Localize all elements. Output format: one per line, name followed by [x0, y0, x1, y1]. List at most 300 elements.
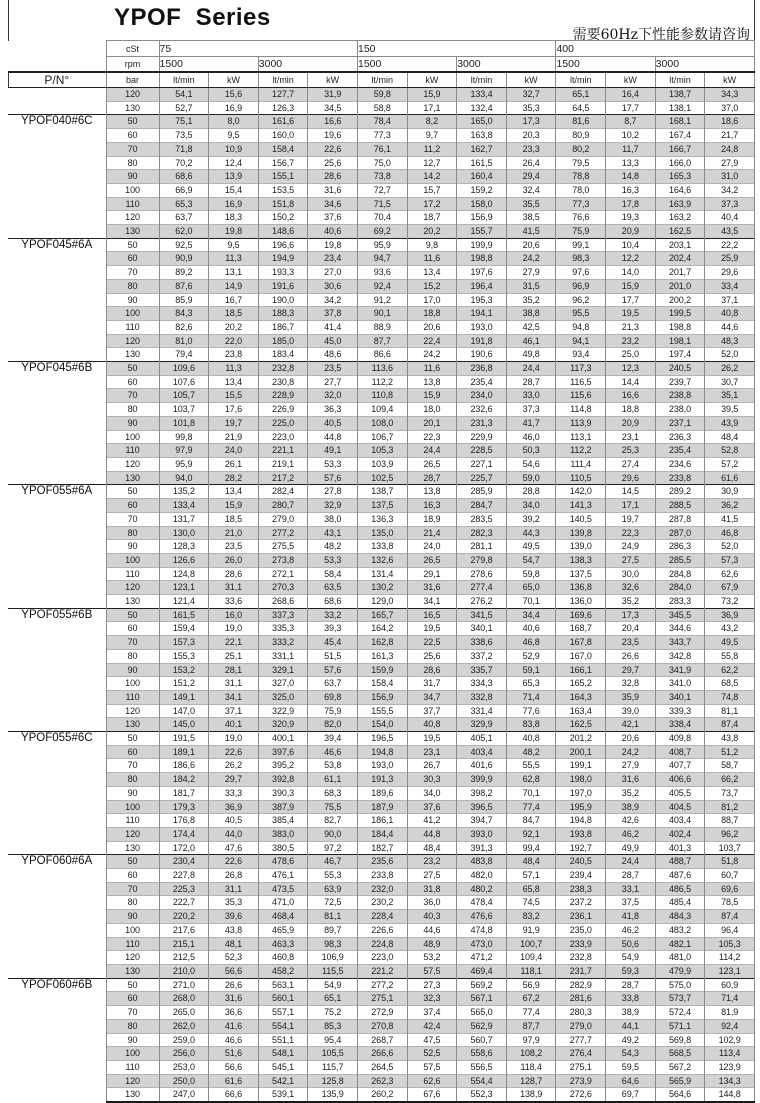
value-cell: 52,5: [407, 1047, 457, 1061]
value-cell: 93,4: [556, 348, 606, 362]
power-unit-header: kW: [209, 72, 259, 88]
value-cell: 109,4: [357, 403, 407, 417]
value-cell: 188,3: [258, 307, 308, 321]
bar-cell: 90: [106, 540, 159, 554]
value-cell: 265,0: [159, 1006, 209, 1020]
table-row: [8, 444, 755, 458]
value-cell: 37,7: [407, 704, 457, 718]
value-cell: 78,5: [705, 896, 755, 910]
value-cell: 569,2: [457, 978, 507, 992]
value-cell: 399,9: [457, 773, 507, 787]
value-cell: 103,9: [357, 457, 407, 471]
value-cell: 24,4: [506, 362, 556, 376]
value-cell: 476,6: [457, 910, 507, 924]
bar-cell: 50: [106, 978, 159, 992]
value-cell: 136,8: [556, 581, 606, 595]
value-cell: 18,9: [407, 512, 457, 526]
value-cell: 81,2: [705, 800, 755, 814]
value-cell: 109,4: [506, 951, 556, 965]
value-cell: 23,1: [407, 745, 457, 759]
value-cell: 126,6: [159, 553, 209, 567]
value-cell: 29,7: [606, 663, 656, 677]
table-row: [8, 553, 755, 567]
value-cell: 13,4: [209, 485, 259, 499]
value-cell: 41,5: [506, 225, 556, 239]
value-cell: 26,5: [407, 457, 457, 471]
rpm-value: 3000: [258, 57, 357, 72]
bar-cell: 60: [106, 252, 159, 266]
value-cell: 75,9: [556, 225, 606, 239]
value-cell: 110,5: [556, 471, 606, 485]
value-cell: 133,4: [159, 499, 209, 513]
value-cell: 232,8: [556, 951, 606, 965]
value-cell: 12,2: [606, 252, 656, 266]
value-cell: 551,1: [258, 1033, 308, 1047]
value-cell: 29,1: [407, 567, 457, 581]
value-cell: 37,4: [407, 1006, 457, 1020]
value-cell: 32,6: [606, 581, 656, 595]
value-cell: 39,4: [308, 732, 358, 746]
value-cell: 332,8: [457, 690, 507, 704]
table-row: [8, 923, 755, 937]
value-cell: 19,0: [209, 622, 259, 636]
value-cell: 148,6: [258, 225, 308, 239]
value-cell: 167,4: [655, 129, 705, 143]
power-unit-header: kW: [506, 72, 556, 88]
value-cell: 24,0: [209, 444, 259, 458]
value-cell: 64,6: [606, 1074, 656, 1088]
value-cell: 181,7: [159, 786, 209, 800]
value-cell: 554,1: [258, 1019, 308, 1033]
value-cell: 57,5: [407, 1060, 457, 1074]
value-cell: 223,0: [357, 951, 407, 965]
value-cell: 27,9: [506, 266, 556, 280]
value-cell: 8,2: [407, 115, 457, 129]
value-cell: 149,1: [159, 690, 209, 704]
value-cell: 40,6: [506, 622, 556, 636]
bar-cell: 80: [106, 279, 159, 293]
value-cell: 21,0: [209, 526, 259, 540]
bar-cell: 90: [106, 293, 159, 307]
value-cell: 54,9: [606, 951, 656, 965]
value-cell: 57,2: [705, 457, 755, 471]
value-cell: 19,5: [407, 732, 457, 746]
value-cell: 46,1: [506, 334, 556, 348]
value-cell: 262,0: [159, 1019, 209, 1033]
value-cell: 230,2: [357, 896, 407, 910]
value-cell: 158,4: [258, 142, 308, 156]
bar-cell: 50: [106, 485, 159, 499]
value-cell: 43,2: [705, 622, 755, 636]
value-cell: 99,1: [556, 238, 606, 252]
value-cell: 565,0: [457, 1006, 507, 1020]
table-row: [8, 937, 755, 951]
value-cell: 85,9: [159, 293, 209, 307]
value-cell: 18,8: [606, 403, 656, 417]
value-cell: 30,7: [705, 375, 755, 389]
table-row: [8, 677, 755, 691]
table-row: [8, 622, 755, 636]
value-cell: 138,7: [357, 485, 407, 499]
value-cell: 43,9: [705, 416, 755, 430]
value-cell: 65,1: [556, 88, 606, 102]
value-cell: 24,2: [606, 745, 656, 759]
value-cell: 31,6: [606, 773, 656, 787]
value-cell: 196,4: [457, 279, 507, 293]
value-cell: 46,6: [209, 1033, 259, 1047]
value-cell: 85,3: [308, 1019, 358, 1033]
value-cell: 46,8: [705, 526, 755, 540]
header-spacer: [8, 57, 106, 72]
value-cell: 21,4: [407, 526, 457, 540]
value-cell: 31,1: [209, 882, 259, 896]
bar-cell: 120: [106, 211, 159, 225]
value-cell: 282,9: [556, 978, 606, 992]
value-cell: 341,9: [655, 663, 705, 677]
value-cell: 165,7: [357, 608, 407, 622]
bar-cell: 100: [106, 923, 159, 937]
value-cell: 223,0: [258, 430, 308, 444]
value-cell: 22,3: [407, 430, 457, 444]
value-cell: 233,8: [357, 869, 407, 883]
value-cell: 16,3: [606, 183, 656, 197]
value-cell: 160,4: [457, 170, 507, 184]
value-cell: 62,6: [407, 1074, 457, 1088]
value-cell: 236,8: [457, 362, 507, 376]
value-cell: 51,6: [209, 1047, 259, 1061]
value-cell: 46,7: [308, 855, 358, 869]
value-cell: 24,4: [606, 855, 656, 869]
value-cell: 19,0: [209, 732, 259, 746]
value-cell: 52,7: [159, 101, 209, 115]
value-cell: 16,9: [209, 101, 259, 115]
bar-cell: 110: [106, 567, 159, 581]
value-cell: 11,7: [606, 142, 656, 156]
table-row: [8, 663, 755, 677]
value-cell: 285,5: [655, 553, 705, 567]
value-cell: 72,5: [308, 896, 358, 910]
value-cell: 191,3: [357, 773, 407, 787]
bar-cell: 110: [106, 320, 159, 334]
value-cell: 153,2: [159, 663, 209, 677]
value-cell: 74,5: [506, 896, 556, 910]
value-cell: 38,9: [606, 1006, 656, 1020]
table-row: [8, 1019, 755, 1033]
table-row: [8, 759, 755, 773]
bar-cell: 130: [106, 595, 159, 609]
table-row: [8, 430, 755, 444]
value-cell: 137,5: [357, 499, 407, 513]
value-cell: 8,7: [606, 115, 656, 129]
value-cell: 137,5: [556, 567, 606, 581]
value-cell: 59,8: [357, 88, 407, 102]
value-cell: 136,3: [357, 512, 407, 526]
value-cell: 153,5: [258, 183, 308, 197]
value-cell: 19,5: [606, 307, 656, 321]
value-cell: 193,3: [258, 266, 308, 280]
table-row: [8, 1088, 755, 1102]
bar-cell: 70: [106, 266, 159, 280]
value-cell: 19,8: [209, 225, 259, 239]
table-row: [8, 855, 755, 869]
value-cell: 26,1: [209, 457, 259, 471]
value-cell: 26,6: [209, 978, 259, 992]
table-row: [8, 348, 755, 362]
value-cell: 231,7: [556, 965, 606, 979]
value-cell: 53,2: [407, 951, 457, 965]
value-cell: 112,2: [556, 444, 606, 458]
value-cell: 117,3: [556, 362, 606, 376]
value-cell: 21,7: [705, 129, 755, 143]
value-cell: 59,5: [606, 1060, 656, 1074]
value-cell: 42,6: [606, 814, 656, 828]
value-cell: 42,5: [506, 320, 556, 334]
bar-cell: 120: [106, 88, 159, 102]
value-cell: 78,8: [556, 170, 606, 184]
value-cell: 71,8: [159, 142, 209, 156]
cst-label: cSt: [106, 41, 159, 57]
table-row: [8, 485, 755, 499]
value-cell: 161,5: [457, 156, 507, 170]
value-cell: 134,3: [705, 1074, 755, 1088]
value-cell: 228,5: [457, 444, 507, 458]
value-cell: 200,1: [556, 745, 606, 759]
value-cell: 194,8: [357, 745, 407, 759]
value-cell: 322,9: [258, 704, 308, 718]
value-cell: 18,5: [209, 512, 259, 526]
value-cell: 17,6: [209, 403, 259, 417]
value-cell: 397,6: [258, 745, 308, 759]
value-cell: 46,2: [606, 923, 656, 937]
bar-cell: 90: [106, 663, 159, 677]
table-row: [8, 403, 755, 417]
value-cell: 19,6: [308, 129, 358, 143]
value-cell: 25,9: [705, 252, 755, 266]
value-cell: 27,3: [407, 978, 457, 992]
value-cell: 17,7: [606, 293, 656, 307]
value-cell: 11,3: [209, 362, 259, 376]
value-cell: 43,1: [308, 526, 358, 540]
value-cell: 335,3: [258, 622, 308, 636]
value-cell: 37,6: [308, 211, 358, 225]
value-cell: 163,8: [457, 129, 507, 143]
value-cell: 52,9: [506, 649, 556, 663]
value-cell: 58,7: [705, 759, 755, 773]
bar-cell: 70: [106, 142, 159, 156]
value-cell: 69,7: [606, 1088, 656, 1102]
value-cell: 13,3: [606, 156, 656, 170]
value-cell: 200,2: [655, 293, 705, 307]
value-cell: 24,4: [407, 444, 457, 458]
value-cell: 88,7: [705, 814, 755, 828]
value-cell: 476,1: [258, 869, 308, 883]
value-cell: 105,3: [705, 937, 755, 951]
table-row: [8, 1047, 755, 1061]
value-cell: 50,6: [606, 937, 656, 951]
value-cell: 19,7: [606, 512, 656, 526]
value-cell: 169,6: [556, 608, 606, 622]
value-cell: 164,6: [655, 183, 705, 197]
value-cell: 33,6: [209, 595, 259, 609]
value-cell: 36,3: [308, 403, 358, 417]
value-cell: 9,5: [209, 129, 259, 143]
bar-cell: 80: [106, 1019, 159, 1033]
value-cell: 174,4: [159, 827, 209, 841]
value-cell: 193,8: [556, 827, 606, 841]
value-cell: 282,4: [258, 485, 308, 499]
value-cell: 17,8: [606, 197, 656, 211]
value-cell: 189,6: [357, 786, 407, 800]
rpm-value: 3000: [655, 57, 754, 72]
table-row: [8, 869, 755, 883]
value-cell: 20,4: [606, 622, 656, 636]
value-cell: 334,3: [457, 677, 507, 691]
value-cell: 84,3: [159, 307, 209, 321]
value-cell: 16,3: [407, 499, 457, 513]
value-cell: 154,0: [357, 718, 407, 732]
power-unit-header: kW: [606, 72, 656, 88]
value-cell: 194,9: [258, 252, 308, 266]
value-cell: 210,0: [159, 965, 209, 979]
rpm-value: 3000: [457, 57, 556, 72]
value-cell: 77,3: [357, 129, 407, 143]
value-cell: 404,5: [655, 800, 705, 814]
table-row: [8, 170, 755, 184]
value-cell: 89,2: [159, 266, 209, 280]
table-row: [8, 225, 755, 239]
value-cell: 27,5: [407, 869, 457, 883]
cst-value-75: 75: [159, 41, 357, 57]
value-cell: 400,1: [258, 732, 308, 746]
value-cell: 81,0: [159, 334, 209, 348]
bar-cell: 70: [106, 636, 159, 650]
value-cell: 19,3: [606, 211, 656, 225]
bar-cell: 110: [106, 690, 159, 704]
table-row: [8, 786, 755, 800]
value-cell: 221,2: [357, 965, 407, 979]
value-cell: 81,6: [556, 115, 606, 129]
value-cell: 183,4: [258, 348, 308, 362]
value-cell: 64,5: [556, 101, 606, 115]
value-cell: 277,2: [357, 978, 407, 992]
value-cell: 272,6: [556, 1088, 606, 1102]
table-row: [8, 101, 755, 115]
table-row: [8, 416, 755, 430]
value-cell: 289,2: [655, 485, 705, 499]
value-cell: 572,4: [655, 1006, 705, 1020]
value-cell: 93,6: [357, 266, 407, 280]
value-cell: 340,1: [655, 690, 705, 704]
value-cell: 98,3: [308, 937, 358, 951]
value-cell: 237,2: [556, 896, 606, 910]
value-cell: 73,8: [357, 170, 407, 184]
value-cell: 138,7: [655, 88, 705, 102]
value-cell: 101,8: [159, 416, 209, 430]
value-cell: 33,2: [308, 608, 358, 622]
value-cell: 44,6: [407, 923, 457, 937]
value-cell: 39,0: [606, 704, 656, 718]
value-cell: 90,0: [308, 827, 358, 841]
value-cell: 57,6: [308, 471, 358, 485]
header-row-rpm: [8, 57, 755, 72]
value-cell: 344,6: [655, 622, 705, 636]
value-cell: 138,3: [556, 553, 606, 567]
value-cell: 32,8: [606, 677, 656, 691]
value-cell: 14,0: [606, 266, 656, 280]
value-cell: 109,6: [159, 362, 209, 376]
value-cell: 191,8: [457, 334, 507, 348]
value-cell: 23,3: [506, 142, 556, 156]
value-cell: 66,6: [209, 1088, 259, 1102]
value-cell: 63,9: [308, 882, 358, 896]
value-cell: 28,7: [606, 869, 656, 883]
value-cell: 259,0: [159, 1033, 209, 1047]
value-cell: 40,3: [407, 910, 457, 924]
value-cell: 285,9: [457, 485, 507, 499]
value-cell: 62,8: [506, 773, 556, 787]
value-cell: 138,9: [506, 1088, 556, 1102]
table-row: [8, 951, 755, 965]
table-row: [8, 252, 755, 266]
value-cell: 224,8: [357, 937, 407, 951]
value-cell: 62,0: [159, 225, 209, 239]
pn-label: YPOF055#6A: [8, 485, 106, 608]
value-cell: 14,9: [209, 279, 259, 293]
bar-cell: 80: [106, 773, 159, 787]
table-row: [8, 595, 755, 609]
value-cell: 272,1: [258, 567, 308, 581]
value-cell: 195,3: [457, 293, 507, 307]
value-cell: 478,4: [457, 896, 507, 910]
value-cell: 197,6: [457, 266, 507, 280]
value-cell: 29,7: [209, 773, 259, 787]
table-row: [8, 526, 755, 540]
bar-cell: 50: [106, 238, 159, 252]
value-cell: 53,8: [308, 759, 358, 773]
value-cell: 91,9: [506, 923, 556, 937]
value-cell: 232,8: [258, 362, 308, 376]
value-cell: 19,7: [209, 416, 259, 430]
value-cell: 286,3: [655, 540, 705, 554]
value-cell: 156,9: [357, 690, 407, 704]
value-cell: 575,0: [655, 978, 705, 992]
value-cell: 487,6: [655, 869, 705, 883]
value-cell: 14,4: [606, 375, 656, 389]
value-cell: 58,8: [357, 101, 407, 115]
value-cell: 14,5: [606, 485, 656, 499]
value-cell: 13,8: [407, 485, 457, 499]
value-cell: 199,5: [655, 307, 705, 321]
value-cell: 29,6: [606, 471, 656, 485]
value-cell: 48,4: [506, 855, 556, 869]
value-cell: 486,5: [655, 882, 705, 896]
value-cell: 162,8: [357, 636, 407, 650]
value-cell: 105,5: [308, 1047, 358, 1061]
value-cell: 270,3: [258, 581, 308, 595]
value-cell: 108,0: [357, 416, 407, 430]
value-cell: 96,9: [556, 279, 606, 293]
value-cell: 235,0: [556, 923, 606, 937]
value-cell: 16,0: [209, 608, 259, 622]
value-cell: 55,3: [308, 869, 358, 883]
value-cell: 27,5: [606, 553, 656, 567]
value-cell: 61,6: [705, 471, 755, 485]
value-cell: 55,5: [506, 759, 556, 773]
bar-cell: 50: [106, 115, 159, 129]
value-cell: 15,7: [407, 183, 457, 197]
value-cell: 401,3: [655, 841, 705, 855]
value-cell: 80,2: [556, 142, 606, 156]
